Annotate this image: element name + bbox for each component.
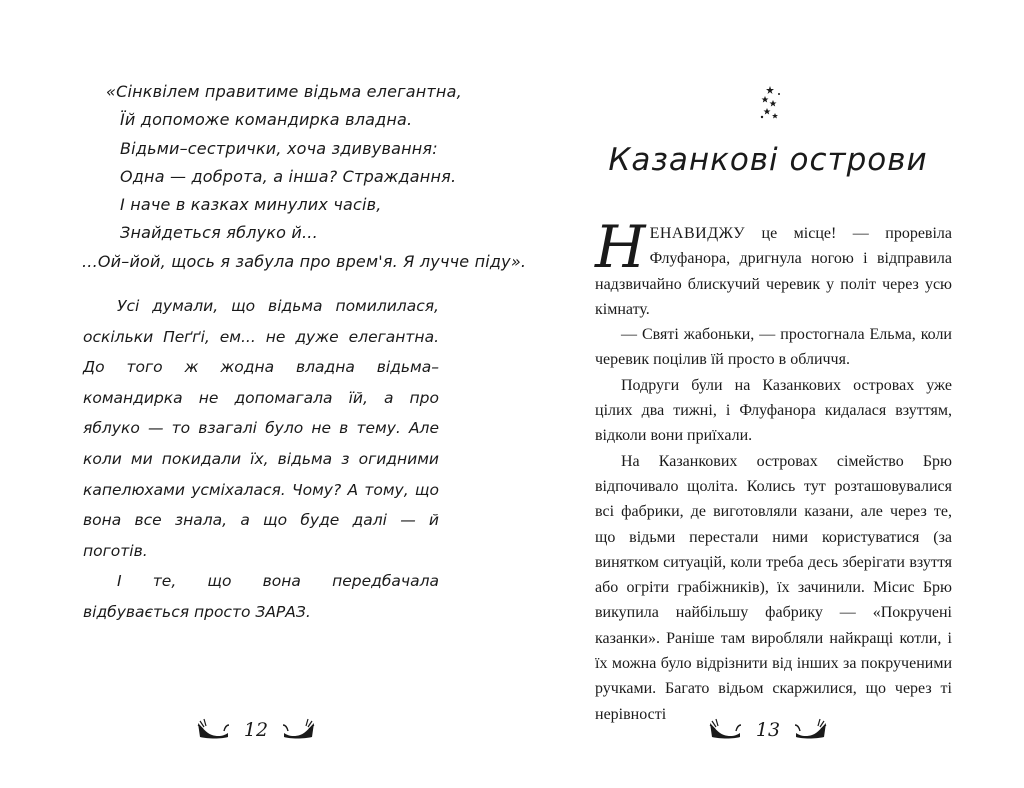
prophecy-poem [82, 78, 527, 276]
paragraph: Усі думали, що відьма помилилася, оскільки Пеґґі, ем... не дуже елегантна. До того ж жодна владна відьма–командирка не допомагала їй, а про яблуко — то взагалі було не в тему. Але коли ми покидали їх, відьма з огидними капелюхами усміхалася. Чому? А тому, що вона все знала, а що буде далі — й поготів. [83, 297, 439, 560]
star-cluster-icon [758, 84, 782, 124]
poem-line: «Сінквілем правитиме відьма елегантна, [106, 82, 462, 101]
right-page [512, 0, 1024, 788]
drop-cap: Н [595, 213, 646, 281]
poem-line: Їй допоможе командирка владна. [120, 110, 413, 130]
witch-shoe-icon [706, 717, 742, 741]
witch-shoe-icon [282, 717, 318, 741]
paragraph: — Святі жабоньки, — простогнала Ельма, коли черевик поцілив їй просто в обличчя. [595, 326, 952, 369]
poem-line: І наче в казках минулих часів, [120, 195, 382, 215]
page-footer-right [512, 714, 1024, 744]
page-footer-left [0, 714, 512, 744]
chapter-title: Казанкові острови [608, 142, 928, 178]
paragraph: На Казанкових островах сімейство Брю відпочивало щоліта. Колись тут розташовувалися всі фабрики, де виготовляли казани, але через те, що відьми перестали ними користуватися (за винятком ситуацій, коли треба десь зберігати взуття або огріти грабіжників), їх зачинили. Місис Брю викупила найбільшу фабрику — «Покручені казанки». Раніше там виробляли найкращі котли, і їх можна було відрізнити від інших за покрученими ручками. Багато відьом скаржилися, що через ті нерівності [595, 452, 952, 723]
poem-line: Знайдеться яблуко й... [120, 223, 318, 243]
poem-line: Одна — доброта, а інша? Страждання. [120, 166, 457, 186]
poem-line: Відьми–сестрички, хоча здивування: [120, 138, 438, 158]
poem-line: ...Ой–йой, щось я забула про врем'я. Я лучче піду». [82, 251, 527, 271]
first-word: ЕНАВИДЖУ [649, 225, 746, 242]
paragraph: Подруги були на Казанкових островах уже цілих два тижні, і Флуфанора кидалася взуттям, відколи вони приїхали. [595, 376, 952, 445]
witch-shoe-icon [794, 717, 830, 741]
page-number: 13 [755, 719, 781, 741]
paragraph [595, 213, 952, 322]
paragraph: І те, що вона передбачала відбувається просто ЗАРАЗ. [83, 572, 439, 621]
witch-shoe-icon [194, 717, 230, 741]
left-page-text [83, 291, 439, 628]
paragraph-text: це місце! — проревіла Флуфанора, дригнула ногою і відправила надзвичайно блискучий черевик у політ через усю кімнату. [595, 225, 952, 318]
right-page-text [595, 213, 952, 727]
page-number: 12 [243, 719, 269, 741]
